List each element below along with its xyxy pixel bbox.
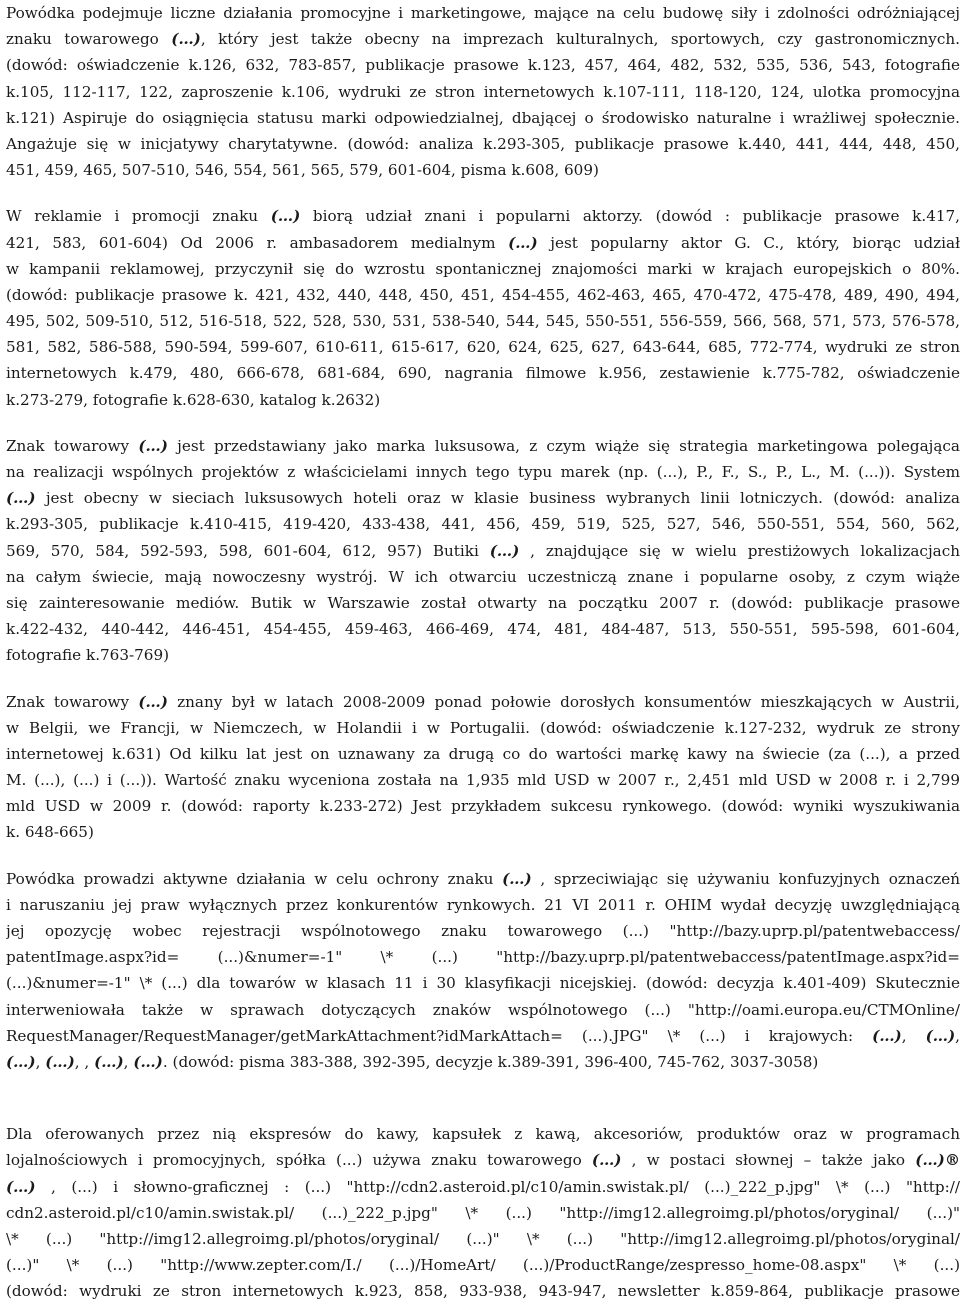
text-line: (…), (…), , (…), (…). (dowód: pisma 383-388, 392-395, decyzje k.389-391, 396-400, 745-762, 3037-3058) — [6, 1052, 819, 1071]
redacted-mark: (…) — [872, 1026, 902, 1045]
text-line: 569, 570, 584, 592-593, 598, 601-604, 612, 957) Butiki (…) , znajdujące się w wielu prestiżowych lokalizacjach — [6, 541, 960, 560]
text-line: (dowód: wydruki ze stron internetowych k.923, 858, 933-938, 943-947, newsletter k.859-864, publikacje prasowe — [6, 1282, 960, 1301]
text-line: k.273-279, fotografie k.628-630, katalog k.2632) — [6, 390, 381, 409]
text-line: 581, 582, 586-588, 590-594, 599-607, 610-611, 615-617, 620, 624, 625, 627, 643-644, 685, 772-774, wydruki ze stron — [6, 338, 960, 357]
redacted-mark: (…) — [270, 207, 301, 226]
text-line: Znak towarowy (…) jest przedstawiany jako marka luksusowa, z czym wiąże się strategia marketingowa polegająca — [6, 436, 960, 455]
text-line: k.293-305, publikacje k.410-415, 419-420, 433-438, 441, 456, 459, 519, 525, 527, 546, 550-551, 554, 560, 562, — [6, 515, 960, 534]
text-line: k. 648-665) — [6, 823, 94, 842]
text-line: \* (...) "http://img12.allegroimg.pl/photos/oryginal/ (...)" \* (...) "http://img12.allegroimg.pl/photos/oryginal/ — [6, 1229, 960, 1248]
text-line: i naruszaniu jej praw wyłącznych przez konkurentów rynkowych. 21 VI 2011 r. OHIM wydał decyzję uwzględniającą — [6, 895, 960, 914]
redacted-mark: (…) — [591, 1151, 622, 1170]
text-line: mld USD w 2009 r. (dowód: raporty k.233-272) Jest przykładem sukcesu rynkowego. (dowód: wyniki wyszukiwania — [6, 797, 960, 816]
text-line: się zainteresowanie mediów. Butik w Warszawie został otwarty na początku 2007 r. (dowód: publikacje prasowe — [6, 593, 960, 612]
text-line: W reklamie i promocji znaku (…) biorą udział znani i popularni aktorzy. (dowód : publikacje prasowe k.417, — [6, 207, 960, 226]
text-line: Angażuje się w inicjatywy charytatywne. (dowód: analiza k.293-305, publikacje prasowe k.440, 441, 444, 448, 450, — [6, 134, 960, 153]
redacted-mark: (…) — [138, 436, 168, 455]
text-line: k.121) Aspiruje do osiągnięcia statusu marki odpowiedzialnej, dbającej o środowisko naturalne i wrażliwej społecznie. — [6, 108, 960, 127]
text-line: cdn2.asteroid.pl/c10/amin.swistak.pl/ (...)_222_p.jpg" \* (...) "http://img12.allegroimg.pl/photos/oryginal/ (...)" — [6, 1203, 960, 1222]
paragraph — [6, 1121, 960, 1304]
paragraph — [6, 689, 960, 846]
text-line: (…) , (...) i słowno-graficznej : (...) "http://cdn2.asteroid.pl/c10/amin.swistak.pl/ (...)_222_p.jpg" \* (...) "http:// — [6, 1177, 960, 1196]
paragraph-gap — [6, 669, 960, 689]
paragraph — [6, 433, 960, 669]
text-line: w kampanii reklamowej, przyczynił się do wzrostu spontanicznej znajomości marki w krajach europejskich o 80%. — [6, 259, 960, 278]
text-line: interweniowała także w sprawach dotyczących znaków wspólnotowego (...) "http://oami.europa.eu/CTMOnline/ — [6, 1000, 960, 1019]
text-line: internetowych k.479, 480, 666-678, 681-684, 690, nagrania filmowe k.956, zestawienie k.775-782, oświadczenie — [6, 364, 960, 383]
paragraph — [6, 866, 960, 1076]
redacted-mark: (…) — [138, 692, 168, 711]
text-line: (...)" \* (...) "http://www.zepter.com/I./ (...)/HomeArt/ (...)/ProductRange/zespresso_home-08.aspx" \* (...) — [6, 1256, 960, 1275]
redacted-mark: (…) — [489, 541, 520, 560]
paragraph — [6, 0, 960, 183]
paragraph-gap — [6, 183, 960, 203]
redacted-mark: (…) — [171, 30, 201, 49]
text-line: patentImage.aspx?id= (...)&numer=-1" \* (...) "http://bazy.uprp.pl/patentwebaccess/patentImage.aspx?id= — [6, 948, 960, 967]
redacted-mark: (…) — [6, 489, 36, 508]
redacted-mark: (…) — [508, 233, 538, 252]
text-line: (...)&numer=-1" \* (...) dla towarów w klasach 11 i 30 klasyfikacji nicejskiej. (dowód: decyzja k.401-409) Skutecznie — [6, 974, 960, 993]
text-line: (…) jest obecny w sieciach luksusowych hoteli oraz w klasie business wybranych linii lotniczych. (dowód: analiza — [6, 489, 960, 508]
redacted-mark: (…) — [6, 1052, 36, 1071]
text-line: Powódka prowadzi aktywne działania w celu ochrony znaku (…) , sprzeciwiając się używaniu konfuzyjnych oznaczeń — [6, 869, 960, 888]
paragraph — [6, 203, 960, 413]
text-line: fotografie k.763-769) — [6, 646, 170, 665]
text-line: na realizacji wspólnych projektów z właścicielami innych tego typu marek (np. (...), P., F., S., P., L., M. (...)). System — [6, 463, 960, 481]
text-line: na całym świecie, mają nowoczesny wystrój. W ich otwarciu uczestniczą znane i popularne osoby, z czym wiąże — [6, 567, 960, 586]
text-line: jej opozycję wobec rejestracji wspólnotowego znaku towarowego (...) "http://bazy.uprp.pl/patentwebaccess/ — [6, 922, 960, 940]
text-line: Powódka podejmuje liczne działania promocyjne i marketingowe, mające na celu budowę siły i zdolności odróżniającej — [6, 4, 960, 22]
text-line: (dowód: oświadczenie k.126, 632, 783-857, publikacje prasowe k.123, 457, 464, 482, 532, 535, 536, 543, fotografie — [6, 56, 960, 75]
paragraph-gap — [6, 846, 960, 866]
text-line: M. (...), (...) i (...)). Wartość znaku wyceniona została na 1,935 mld USD w 2007 r., 2,451 mld USD w 2008 r. i 2,799 — [6, 771, 960, 790]
text-line: k.422-432, 440-442, 446-451, 454-455, 459-463, 466-469, 474, 481, 484-487, 513, 550-551, 595-598, 601-604, — [6, 620, 960, 639]
redacted-mark: (…) — [6, 1177, 36, 1196]
redacted-mark: (…)® — [915, 1151, 960, 1170]
text-line: w Belgii, we Francji, w Niemczech, w Holandii i w Portugalii. (dowód: oświadczenie k.127-232, wydruk ze strony — [6, 718, 960, 737]
text-line: 451, 459, 465, 507-510, 546, 554, 561, 565, 579, 601-604, pisma k.608, 609) — [6, 161, 599, 180]
text-line: Znak towarowy (…) znany był w latach 2008-2009 ponad połowie dorosłych konsumentów mieszkających w Austrii, — [6, 692, 960, 711]
text-line: 495, 502, 509-510, 512, 516-518, 522, 528, 530, 531, 538-540, 544, 545, 550-551, 556-559, 566, 568, 571, 573, 576-578, — [6, 312, 960, 331]
text-line: Dla oferowanych przez nią ekspresów do kawy, kapsułek z kawą, akcesoriów, produktów oraz w programach — [6, 1125, 960, 1144]
text-line: (dowód: publikacje prasowe k. 421, 432, 440, 448, 450, 451, 454-455, 462-463, 465, 470-472, 475-478, 489, 490, 494, — [6, 285, 960, 304]
text-line: znaku towarowego (…), który jest także obecny na imprezach kulturalnych, sportowych, czy gastronomicznych. — [6, 30, 960, 49]
text-line: lojalnościowych i promocyjnych, spółka (...) używa znaku towarowego (…) , w postaci słownej – także jako (…)® — [6, 1151, 960, 1170]
redacted-mark: (…) — [925, 1026, 956, 1045]
document-body — [6, 0, 960, 1304]
text-line: k.105, 112-117, 122, zaproszenie k.106, wydruki ze stron internetowych k.107-111, 118-120, 124, ulotka promocyjna — [6, 82, 960, 101]
text-line: RequestManager/RequestManager/getMarkAttachment?idMarkAttach= (...).JPG" \* (...) i krajowych: (…), (…), — [6, 1026, 960, 1045]
redacted-mark: (…) — [94, 1052, 124, 1071]
text-line: 421, 583, 601-604) Od 2006 r. ambasadorem medialnym (…) jest popularny aktor G. C., który, biorąc udział — [6, 233, 960, 252]
redacted-mark: (…) — [502, 869, 532, 888]
paragraph-gap — [6, 1075, 960, 1121]
redacted-mark: (…) — [45, 1052, 75, 1071]
paragraph-gap — [6, 413, 960, 433]
redacted-mark: (…) — [133, 1052, 163, 1071]
text-line: internetowej k.631) Od kilku lat jest on uznawany za drugą co do wartości markę kawy na świecie (za (...), a przed — [6, 744, 960, 763]
